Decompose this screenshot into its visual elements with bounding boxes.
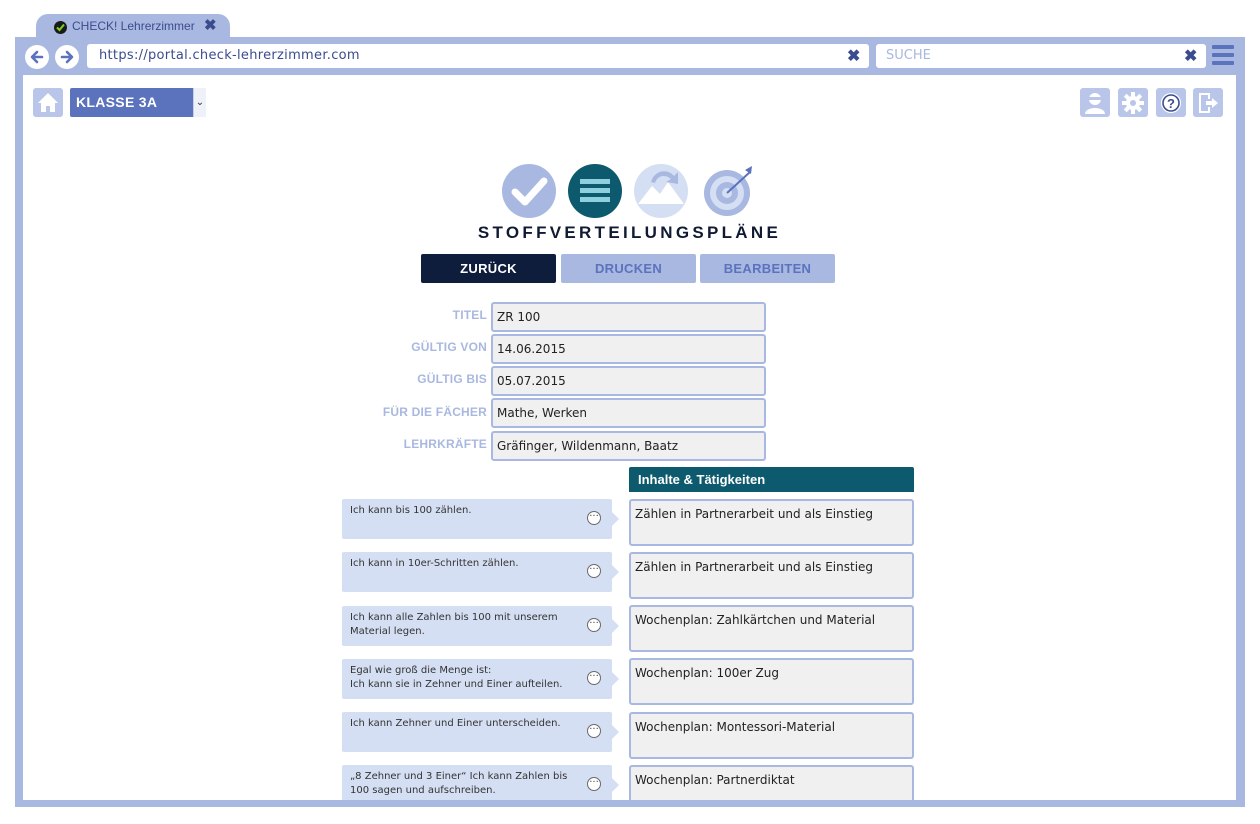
more-options-icon[interactable]: ··· [587,564,601,578]
browser-toolbar [15,37,1245,75]
activity-text: Wochenplan: Zahlkärtchen und Material [635,613,876,627]
search-input[interactable] [876,44,1206,68]
url-clear-icon[interactable]: ✖ [847,48,861,65]
subjects-label: FÜR DIE FÄCHER [382,405,487,419]
teachers-field[interactable] [491,431,766,461]
activities-column-header [629,467,914,492]
title-value: ZR 100 [497,310,541,324]
activity-field[interactable] [629,712,914,759]
goal-text: Egal wie groß die Menge ist: Ich kann sie in Zehner und Einer aufteilen. [350,665,563,690]
back-arrow-icon[interactable] [25,45,49,69]
url-text: https://portal.check-lehrerzimmer.com [99,48,360,63]
more-options-icon[interactable]: ··· [587,511,601,525]
valid-from-value: 14.06.2015 [497,342,566,356]
chevron-down-icon: ⌄ [193,88,206,117]
logout-icon[interactable] [1193,88,1223,117]
title-field[interactable] [491,302,766,332]
goal-text: Ich kann Zehner und Einer unterscheiden. [350,718,561,729]
print-button[interactable]: DRUCKEN [561,254,696,283]
edit-button[interactable]: BEARBEITEN [700,254,835,283]
checkmark-icon[interactable] [502,164,556,218]
goal-item[interactable] [342,499,612,539]
more-options-icon[interactable]: ··· [587,777,601,791]
page-title: STOFFVERTEILUNGSPLÄNE [477,223,782,242]
class-selector-label: KLASSE 3A [76,94,158,110]
valid-to-label: GÜLTIG BIS [417,372,487,386]
forward-arrow-icon[interactable] [55,45,79,69]
tab-close-icon[interactable]: ✖ [204,17,217,34]
gear-icon[interactable] [1118,88,1148,117]
subjects-field[interactable] [491,398,766,428]
activity-field[interactable] [629,499,914,546]
goal-item[interactable] [342,659,612,699]
goal-text: Ich kann in 10er-Schritten zählen. [350,558,519,569]
hamburger-menu-icon[interactable] [1212,45,1234,67]
svg-text:?: ? [1167,96,1175,111]
search-placeholder: SUCHE [886,48,931,63]
goal-text: Ich kann bis 100 zählen. [350,505,472,516]
user-icon[interactable] [1080,88,1110,117]
activity-field[interactable] [629,658,914,705]
goal-text: „8 Zehner und 3 Einer“ Ich kann Zahlen bis 100 sagen und aufschreiben. [350,771,568,796]
question-icon[interactable] [1156,88,1186,117]
list-icon[interactable] [568,164,622,218]
url-bar[interactable] [87,44,869,68]
mountain-icon[interactable] [634,164,688,218]
search-clear-icon[interactable]: ✖ [1184,48,1198,65]
valid-from-field[interactable] [491,334,766,364]
goal-item[interactable] [342,712,612,752]
activity-text: Wochenplan: Montessori-Material [635,720,836,734]
more-options-icon[interactable]: ··· [587,724,601,738]
activity-field[interactable] [629,605,914,652]
activity-text: Wochenplan: Partnerdiktat [635,773,795,787]
more-options-icon[interactable]: ··· [587,671,601,685]
valid-to-field[interactable] [491,366,766,396]
activity-field[interactable] [629,765,914,800]
subjects-value: Mathe, Werken [497,406,588,420]
home-icon[interactable] [33,88,63,117]
goal-item[interactable] [342,552,612,592]
valid-to-value: 05.07.2015 [497,374,566,388]
browser-window [15,37,1245,807]
goal-text: Ich kann alle Zahlen bis 100 mit unserem Material legen. [350,612,558,637]
valid-from-label: GÜLTIG VON [411,340,487,354]
activity-field[interactable] [629,552,914,599]
target-icon[interactable] [700,164,754,218]
activity-text: Zählen in Partnerarbeit und als Einstieg [635,507,874,521]
teachers-label: LEHRKRÄFTE [403,437,487,451]
teachers-value: Gräfinger, Wildenmann, Baatz [497,439,679,453]
title-label: TITEL [452,308,487,322]
more-options-icon[interactable]: ··· [587,618,601,632]
goal-item[interactable] [342,606,612,646]
check-circle-icon [54,21,67,34]
page-content [23,75,1236,800]
activity-text: Wochenplan: 100er Zug [635,666,779,680]
class-selector[interactable] [70,88,206,117]
activities-column-title: Inhalte & Tätigkeiten [638,472,766,487]
back-button[interactable]: ZURÜCK [421,254,556,283]
activity-text: Zählen in Partnerarbeit und als Einstieg [635,560,874,574]
goal-item[interactable] [342,765,612,800]
tab-title: CHECK! Lehrerzimmer [72,19,195,33]
